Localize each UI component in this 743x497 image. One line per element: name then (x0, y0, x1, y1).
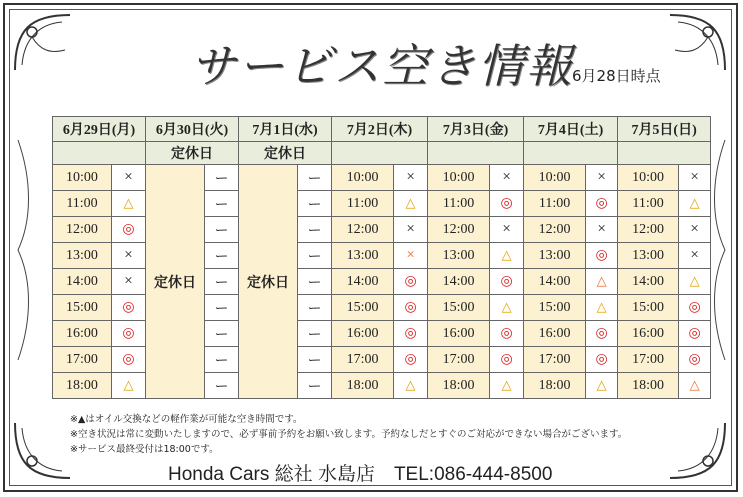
dash-cell: ー (205, 191, 239, 217)
time-row (53, 165, 711, 191)
time-cell: 12:00 (524, 217, 586, 243)
corner-ornament-bottom-right (660, 413, 730, 483)
status-cell (679, 269, 711, 295)
closed-day-cell: 定休日 (239, 165, 298, 399)
store-info: Honda Cars 総社 水島店 TEL:086-444-8500 (168, 464, 553, 485)
time-cell: 18:00 (524, 373, 586, 399)
status-cell (679, 191, 711, 217)
status-cell (586, 295, 618, 321)
day-note (428, 142, 524, 165)
status-cell (586, 373, 618, 399)
as-of-date: 6月28日時点 (572, 67, 661, 85)
dash-cell: ー (205, 347, 239, 373)
status-cell (586, 269, 618, 295)
status-cell (679, 373, 711, 399)
time-cell: 17:00 (618, 347, 679, 373)
status-cell (112, 243, 146, 269)
triangle-mark: △ (501, 299, 512, 314)
time-cell: 10:00 (332, 165, 394, 191)
time-cell: 14:00 (428, 269, 490, 295)
time-cell: 16:00 (524, 321, 586, 347)
dash-cell: ー (205, 269, 239, 295)
day-header: 6月30日(火) (146, 117, 239, 142)
status-cell (490, 269, 524, 295)
cross-mark: × (406, 169, 415, 185)
cross-mark: × (690, 221, 699, 237)
status-cell (679, 295, 711, 321)
day-header: 7月1日(水) (239, 117, 332, 142)
time-cell: 10:00 (524, 165, 586, 191)
status-cell (490, 165, 524, 191)
corner-ornament-top-right (660, 10, 730, 80)
side-ornament-left (10, 140, 40, 360)
status-cell (679, 321, 711, 347)
circle-mark: ◎ (595, 352, 608, 367)
status-cell (679, 165, 711, 191)
circle-mark: ◎ (122, 222, 135, 237)
status-cell (112, 165, 146, 191)
status-cell (394, 347, 428, 373)
cross-mark: × (502, 221, 511, 237)
circle-mark: ◎ (500, 274, 513, 289)
triangle-mark: △ (123, 195, 134, 210)
cross-mark: × (597, 221, 606, 237)
status-cell (586, 165, 618, 191)
closed-day-cell: 定休日 (146, 165, 205, 399)
status-cell (490, 217, 524, 243)
cross-mark: × (502, 169, 511, 185)
dash-cell: ー (205, 321, 239, 347)
day-note (618, 142, 711, 165)
status-cell (394, 217, 428, 243)
day-note (332, 142, 428, 165)
dash-cell: ー (298, 165, 332, 191)
day-note (524, 142, 618, 165)
time-cell: 11:00 (524, 191, 586, 217)
status-cell (490, 321, 524, 347)
time-cell: 14:00 (618, 269, 679, 295)
triangle-mark: △ (501, 377, 512, 392)
status-cell (586, 243, 618, 269)
time-cell: 17:00 (332, 347, 394, 373)
triangle-mark: △ (123, 377, 134, 392)
status-cell (112, 321, 146, 347)
triangle-mark: △ (596, 299, 607, 314)
time-cell: 18:00 (618, 373, 679, 399)
corner-ornament-top-left (10, 10, 80, 80)
status-cell (586, 321, 618, 347)
day-header-row (53, 117, 711, 142)
triangle-mark: △ (501, 247, 512, 262)
circle-mark: ◎ (500, 352, 513, 367)
cross-mark: × (406, 247, 415, 263)
status-cell (394, 295, 428, 321)
status-cell (394, 269, 428, 295)
circle-mark: ◎ (404, 326, 417, 341)
status-cell (490, 373, 524, 399)
circle-mark: ◎ (122, 300, 135, 315)
closed-note-row (53, 142, 711, 165)
day-header: 7月2日(木) (332, 117, 428, 142)
time-cell: 14:00 (524, 269, 586, 295)
status-cell (394, 243, 428, 269)
status-cell (112, 191, 146, 217)
dash-cell: ー (205, 217, 239, 243)
dash-cell: ー (298, 373, 332, 399)
status-cell (394, 373, 428, 399)
dash-cell: ー (205, 373, 239, 399)
triangle-mark: △ (405, 377, 416, 392)
status-cell (679, 347, 711, 373)
time-cell: 17:00 (524, 347, 586, 373)
circle-mark: ◎ (595, 248, 608, 263)
time-cell: 15:00 (618, 295, 679, 321)
day-note (53, 142, 146, 165)
time-cell: 18:00 (53, 373, 112, 399)
cross-mark: × (690, 169, 699, 185)
time-cell: 12:00 (618, 217, 679, 243)
status-cell (490, 295, 524, 321)
notes (70, 412, 627, 457)
status-cell (490, 347, 524, 373)
status-cell (679, 217, 711, 243)
status-cell (112, 295, 146, 321)
day-header: 6月29日(月) (53, 117, 146, 142)
time-cell: 17:00 (428, 347, 490, 373)
circle-mark: ◎ (122, 326, 135, 341)
status-cell (394, 191, 428, 217)
time-cell: 15:00 (53, 295, 112, 321)
circle-mark: ◎ (595, 196, 608, 211)
time-cell: 11:00 (53, 191, 112, 217)
dash-cell: ー (298, 191, 332, 217)
time-cell: 16:00 (428, 321, 490, 347)
time-cell: 11:00 (332, 191, 394, 217)
time-cell: 18:00 (332, 373, 394, 399)
circle-mark: ◎ (688, 326, 701, 341)
status-cell (394, 321, 428, 347)
status-cell (112, 217, 146, 243)
circle-mark: ◎ (595, 326, 608, 341)
dash-cell: ー (298, 295, 332, 321)
time-cell: 15:00 (524, 295, 586, 321)
time-cell: 11:00 (618, 191, 679, 217)
triangle-mark: △ (689, 195, 700, 210)
time-cell: 16:00 (332, 321, 394, 347)
status-cell (679, 243, 711, 269)
day-note: 定休日 (146, 142, 239, 165)
cross-mark: × (406, 221, 415, 237)
circle-mark: ◎ (688, 300, 701, 315)
circle-mark: ◎ (500, 326, 513, 341)
dash-cell: ー (298, 217, 332, 243)
status-cell (112, 373, 146, 399)
dash-cell: ー (205, 165, 239, 191)
circle-mark: ◎ (500, 196, 513, 211)
note-line: ※▲はオイル交換などの軽作業が可能な空き時間です。 (70, 414, 303, 425)
status-cell (112, 347, 146, 373)
time-cell: 10:00 (53, 165, 112, 191)
time-cell: 14:00 (332, 269, 394, 295)
note-line: ※空き状況は常に変動いたしますので、必ず事前予約をお願い致します。予約なしだとすぐのご対応ができない場合がございます。 (70, 429, 628, 440)
status-cell (490, 243, 524, 269)
dash-cell: ー (298, 243, 332, 269)
time-cell: 10:00 (618, 165, 679, 191)
triangle-mark: △ (596, 377, 607, 392)
day-header: 7月5日(日) (618, 117, 711, 142)
time-cell: 18:00 (428, 373, 490, 399)
status-cell (586, 217, 618, 243)
time-cell: 14:00 (53, 269, 112, 295)
dash-cell: ー (298, 321, 332, 347)
time-cell: 13:00 (428, 243, 490, 269)
note-line: ※サービス最終受付は18:00です。 (70, 444, 219, 455)
dash-cell: ー (298, 347, 332, 373)
dash-cell: ー (298, 269, 332, 295)
triangle-mark: △ (405, 195, 416, 210)
cross-mark: × (124, 247, 133, 263)
time-cell: 15:00 (428, 295, 490, 321)
day-header: 7月4日(土) (524, 117, 618, 142)
status-cell (490, 191, 524, 217)
triangle-mark: △ (689, 273, 700, 288)
time-cell: 12:00 (332, 217, 394, 243)
day-header: 7月3日(金) (428, 117, 524, 142)
time-cell: 12:00 (428, 217, 490, 243)
page-title: サービス空き情報 (190, 39, 574, 93)
circle-mark: ◎ (122, 352, 135, 367)
time-cell: 13:00 (53, 243, 112, 269)
time-cell: 13:00 (332, 243, 394, 269)
status-cell (586, 191, 618, 217)
cross-mark: × (597, 169, 606, 185)
circle-mark: ◎ (404, 352, 417, 367)
availability-table (52, 116, 711, 399)
time-cell: 16:00 (618, 321, 679, 347)
time-cell: 17:00 (53, 347, 112, 373)
circle-mark: ◎ (404, 300, 417, 315)
time-cell: 11:00 (428, 191, 490, 217)
status-cell (394, 165, 428, 191)
cross-mark: × (690, 247, 699, 263)
time-cell: 16:00 (53, 321, 112, 347)
circle-mark: ◎ (688, 352, 701, 367)
triangle-mark: △ (596, 273, 607, 288)
cross-mark: × (124, 169, 133, 185)
cross-mark: × (124, 273, 133, 289)
time-cell: 13:00 (618, 243, 679, 269)
status-cell (112, 269, 146, 295)
circle-mark: ◎ (404, 274, 417, 289)
triangle-mark: △ (689, 377, 700, 392)
time-cell: 10:00 (428, 165, 490, 191)
time-cell: 12:00 (53, 217, 112, 243)
status-cell (586, 347, 618, 373)
dash-cell: ー (205, 243, 239, 269)
time-cell: 15:00 (332, 295, 394, 321)
day-note: 定休日 (239, 142, 332, 165)
time-cell: 13:00 (524, 243, 586, 269)
dash-cell: ー (205, 295, 239, 321)
